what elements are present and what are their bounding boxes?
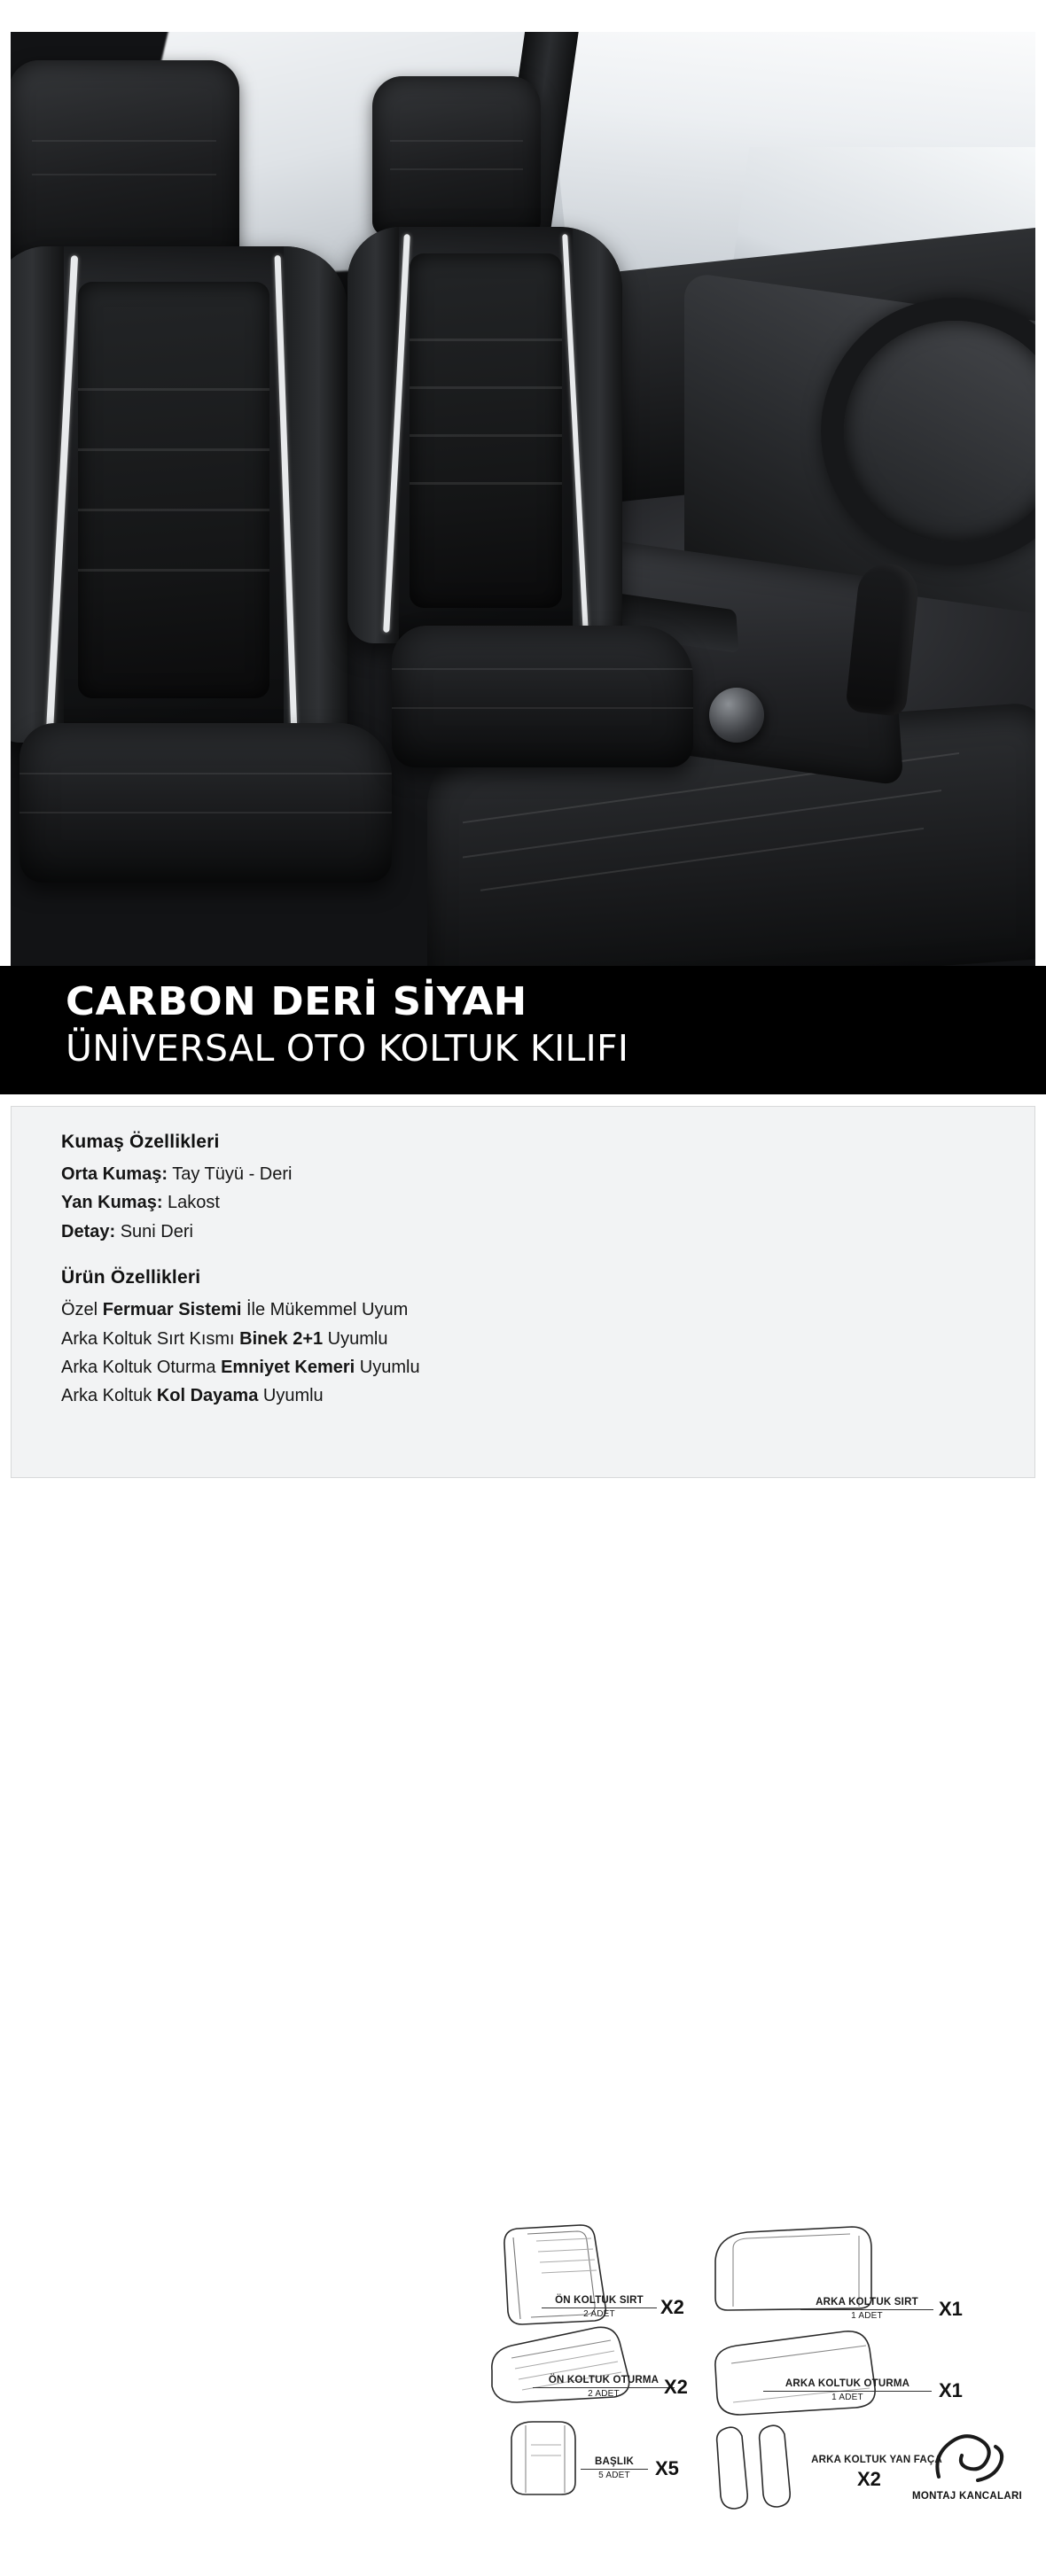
feature-2-post: Uyumlu — [355, 1357, 420, 1377]
label-text-arka-koltuk-yan-faca: ARKA KOLTUK YAN FAÇA — [811, 2455, 942, 2465]
features-heading: Ürün Özellikleri — [61, 1267, 201, 1288]
fabric-value-detay: Suni Deri — [115, 1221, 193, 1241]
fabric-row-detay — [61, 1218, 478, 1246]
qty-arka-koltuk-oturma: X1 — [939, 2379, 963, 2401]
feature-row-fermuar — [61, 1296, 478, 1324]
right-seat-cover — [339, 67, 658, 829]
left-seat-center-panel — [78, 282, 269, 698]
spec-text-column — [61, 1132, 478, 1411]
feature-2-pre: Arka Koltuk Oturma — [61, 1357, 222, 1377]
console-dial — [709, 688, 764, 743]
fabric-row-orta — [61, 1160, 478, 1188]
label-text-on-koltuk-sirt: ÖN KOLTUK SIRT — [555, 2295, 644, 2306]
montaj-kancalari-caption: MONTAJ KANCALARI — [912, 2491, 1023, 2502]
feature-1-pre: Arka Koltuk Sırt Kısmı — [61, 1328, 240, 1349]
photo-left-margin — [0, 0, 11, 966]
right-seat-center-panel — [410, 253, 562, 608]
product-photo — [0, 0, 1046, 966]
label-text-arka-koltuk-sirt: ARKA KOLTUK SIRT — [816, 2297, 918, 2308]
label-text-on-koltuk-oturma: ÖN KOLTUK OTURMA — [548, 2375, 660, 2385]
fabric-value-orta: Tay Tüyü - Deri — [168, 1164, 293, 1184]
car-interior-background — [11, 32, 1035, 966]
diagram-baslik-icon — [490, 2415, 588, 2503]
diagram-label-on-koltuk-oturma — [533, 2374, 675, 2401]
feature-row-emniyet — [61, 1353, 478, 1381]
montaj-kancalari-icon — [925, 2422, 1022, 2493]
diagram-label-arka-koltuk-oturma — [763, 2378, 932, 2404]
specification-panel — [11, 1106, 1035, 2502]
fabric-row-yan — [61, 1188, 478, 1217]
feature-row-koldayama — [61, 1381, 478, 1410]
label-sub-on-koltuk-sirt: 2 ADET — [542, 2308, 657, 2321]
left-seat-cushion — [20, 723, 392, 883]
diagram-label-baslik — [581, 2455, 648, 2482]
product-title: CARBON DERİ SİYAH — [66, 979, 527, 1024]
feature-0-post: İle Mükemmel Uyum — [241, 1300, 409, 1320]
feature-1-bold: Binek 2+1 — [239, 1328, 324, 1349]
diagram-label-on-koltuk-sirt — [542, 2294, 657, 2321]
title-band — [0, 966, 1046, 1094]
feature-3-pre: Arka Koltuk — [61, 1386, 157, 1406]
qty-baslik: X5 — [655, 2457, 679, 2479]
label-sub-on-koltuk-oturma: 2 ADET — [533, 2387, 675, 2401]
fabric-value-yan: Lakost — [162, 1193, 220, 1213]
feature-0-pre: Özel — [61, 1300, 103, 1320]
fabric-label-detay: Detay: — [61, 1221, 116, 1241]
photo-right-margin — [1035, 0, 1046, 966]
right-seat-cushion — [392, 626, 693, 767]
feature-row-binek — [61, 1325, 478, 1353]
parts-diagram — [481, 2222, 1031, 2576]
feature-0-bold: Fermuar Sistemi — [102, 1300, 242, 1320]
photo-top-margin — [0, 0, 1046, 32]
feature-3-post: Uyumlu — [258, 1386, 324, 1406]
feature-3-bold: Kol Dayama — [156, 1386, 259, 1406]
qty-on-koltuk-sirt: X2 — [660, 2296, 684, 2318]
label-sub-arka-koltuk-sirt: 1 ADET — [800, 2309, 933, 2323]
label-sub-baslik: 5 ADET — [581, 2469, 648, 2482]
qty-arka-koltuk-yan-faca: X2 — [857, 2468, 881, 2490]
left-headrest — [11, 60, 239, 264]
qty-on-koltuk-oturma: X2 — [664, 2376, 688, 2398]
diagram-arka-koltuk-yan-faca-icon — [705, 2420, 802, 2518]
feature-1-post: Uyumlu — [323, 1328, 388, 1349]
feature-2-bold: Emniyet Kemeri — [221, 1357, 355, 1377]
fabric-heading: Kumaş Özellikleri — [61, 1132, 220, 1152]
qty-arka-koltuk-sirt: X1 — [939, 2298, 963, 2320]
label-text-arka-koltuk-oturma: ARKA KOLTUK OTURMA — [784, 2378, 910, 2389]
diagram-label-arka-koltuk-sirt — [800, 2296, 933, 2323]
label-sub-arka-koltuk-oturma: 1 ADET — [763, 2391, 932, 2404]
product-subtitle: ÜNİVERSAL OTO KOLTUK KILIFI — [66, 1027, 629, 1070]
fabric-label-orta: Orta Kumaş: — [61, 1164, 168, 1184]
fabric-label-yan: Yan Kumaş: — [61, 1193, 163, 1213]
label-text-baslik: BAŞLIK — [594, 2456, 634, 2467]
right-headrest — [372, 76, 541, 236]
left-seat-back — [11, 246, 347, 743]
left-seat-cover — [11, 41, 374, 838]
diagram-arka-koltuk-oturma-icon — [701, 2326, 878, 2424]
right-seat-back — [347, 227, 622, 643]
